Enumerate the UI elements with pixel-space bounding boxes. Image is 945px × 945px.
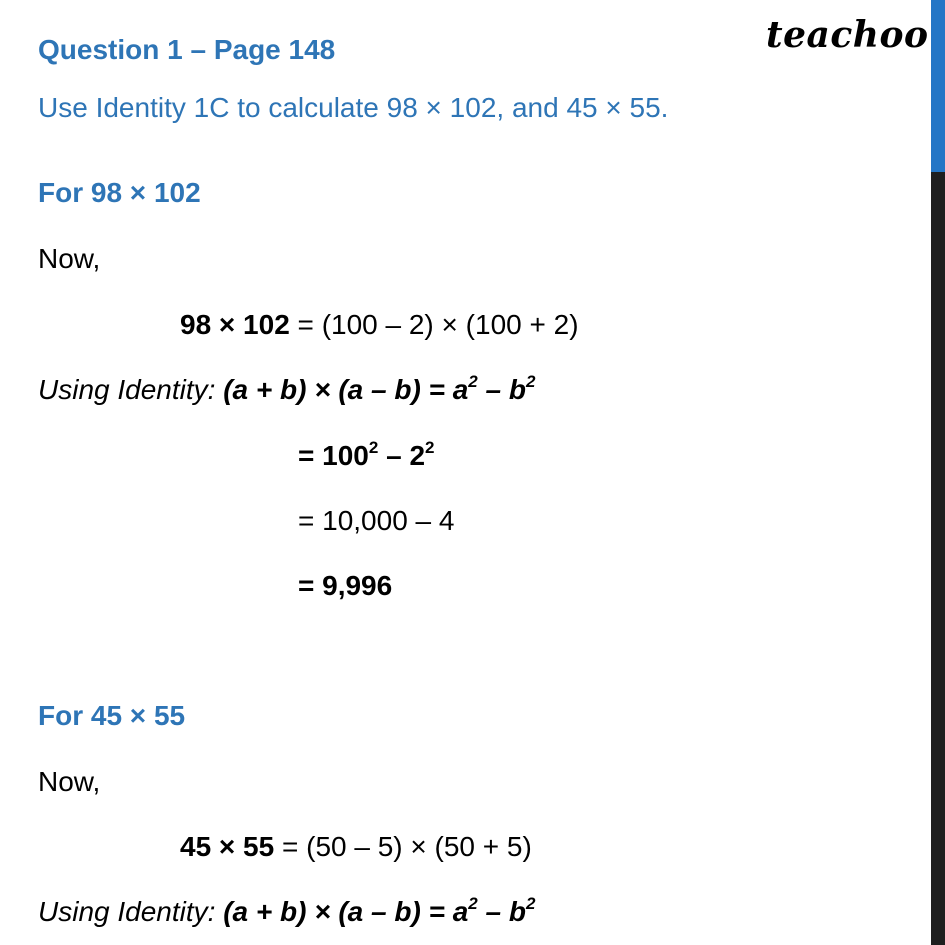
part2-expression [180, 830, 532, 864]
part1-expr-lhs: 98 × 102 [180, 309, 290, 340]
teachoo-logo: teachoo [766, 14, 929, 56]
part1-identity [38, 373, 535, 407]
part1-identity-label: Using Identity: [38, 374, 216, 405]
part1-result: = 9,996 [298, 570, 393, 601]
part1-identity-formula: $(a + b) \times (a - b) = a^2 - b^2$ [215, 372, 536, 405]
part1-expression [180, 308, 579, 342]
part1-step1: = $100^2 - 2^2$ [298, 438, 435, 471]
part2-identity-label: Using Identity: [38, 896, 216, 927]
scroll-sidebar [931, 0, 945, 945]
part2-expr-rhs: = (50 – 5) × (50 + 5) [274, 831, 532, 862]
part1-expr-rhs: = (100 – 2) × (100 + 2) [289, 309, 579, 340]
part2-now: Now, [38, 766, 101, 797]
part2-expr-lhs: 45 × 55 [180, 831, 275, 862]
sidebar-accent-bar [931, 0, 945, 172]
part1-heading: For 98 × 102 [38, 177, 201, 208]
question-statement: Use Identity 1C to calculate 98 × 102, and 45 × 55. [38, 92, 669, 123]
part2-identity [38, 895, 535, 929]
part1-now: Now, [38, 243, 101, 274]
part1-step2: = 10,000 – 4 [298, 505, 455, 536]
question-title: Question 1 – Page 148 [38, 34, 336, 65]
part2-heading: For 45 × 55 [38, 700, 186, 731]
part2-identity-formula: $(a + b) \times (a - b) = a^2 - b^2$ [215, 894, 536, 927]
